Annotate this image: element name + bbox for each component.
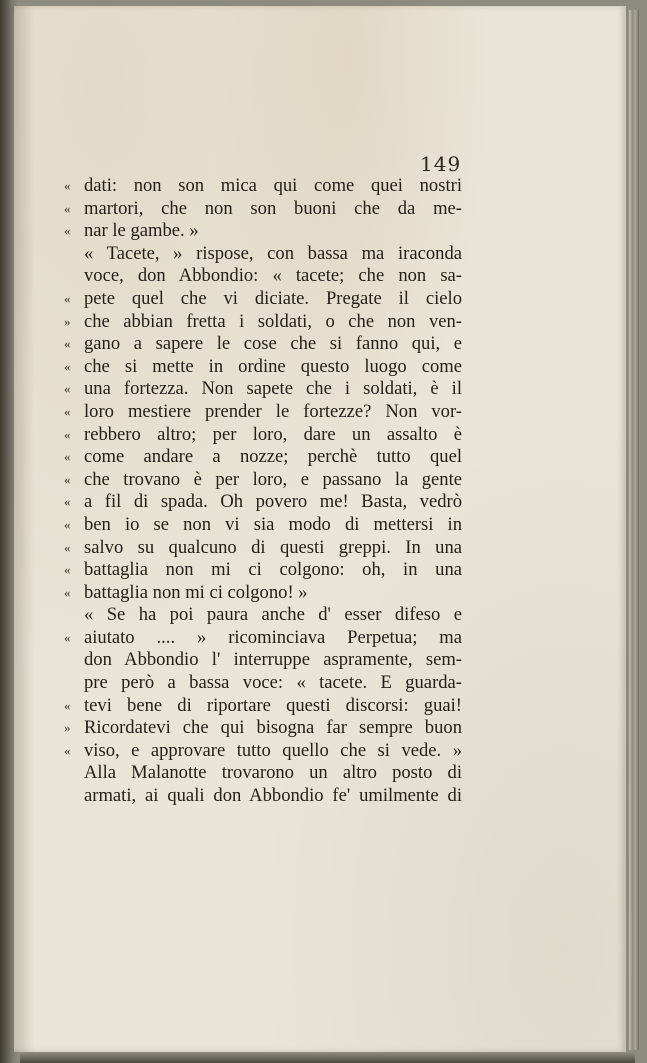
line-text: nar le gambe. »: [84, 220, 199, 242]
text-line: [64, 198, 462, 221]
text-line: [64, 356, 462, 379]
quote-mark: »: [64, 720, 71, 736]
text-line: [64, 401, 462, 424]
text-line: [64, 604, 462, 627]
text-line: [64, 740, 462, 763]
text-line: [64, 378, 462, 401]
text-line: [64, 559, 462, 582]
text-line: [64, 785, 462, 808]
quote-mark: [64, 785, 84, 808]
text-line: [64, 537, 462, 560]
quote-mark: «: [64, 178, 71, 193]
quote-mark: «: [64, 200, 71, 216]
line-text: Alla Malanotte trovarono un altro posto di: [84, 762, 462, 784]
text-line: [64, 288, 462, 311]
quote-mark: «: [64, 290, 71, 306]
quote-mark: «: [64, 403, 71, 419]
quote-mark: «: [64, 629, 71, 645]
line-text: armati, ai quali don Abbondio fe' umilmente di: [84, 785, 462, 807]
line-text: rebbero altro; per loro, dare un assalto è: [84, 423, 462, 445]
text-line: [64, 582, 462, 605]
line-text: come andare a nozze; perchè tutto quel: [84, 446, 462, 468]
quote-mark: «: [64, 494, 71, 510]
line-text: loro mestiere prender le fortezze? Non vor-: [84, 400, 462, 422]
text-line: [64, 695, 462, 718]
quote-mark: «: [64, 426, 71, 442]
quote-mark: «: [64, 539, 71, 555]
quote-mark: «: [64, 516, 71, 532]
quote-mark: «: [64, 471, 71, 487]
line-text: gano a sapere le cose che si fanno qui, e: [84, 333, 462, 355]
text-line: [64, 424, 462, 447]
quote-mark: «: [64, 449, 71, 465]
line-text: che abbian fretta i soldati, o che non ven-: [84, 310, 462, 332]
quote-mark: [64, 649, 84, 672]
quote-mark: «: [64, 697, 71, 713]
text-line: [64, 649, 462, 672]
text-line: [64, 762, 462, 785]
quote-mark: [64, 762, 84, 785]
text-line: [64, 717, 462, 740]
text-line: [64, 265, 462, 288]
line-text: che si mette in ordine questo luogo come: [84, 355, 462, 377]
body-text: [64, 175, 462, 808]
line-text: viso, e approvare tutto quello che si vede. »: [84, 739, 462, 761]
quote-mark: «: [64, 336, 71, 352]
text-line: [64, 469, 462, 492]
line-text: aiutato .... » ricominciava Perpetua; ma: [84, 626, 462, 648]
quote-mark: [64, 672, 84, 695]
quote-mark: »: [64, 313, 71, 329]
text-line: [64, 514, 462, 537]
line-text: martori, che non son buoni che da me-: [84, 197, 462, 219]
quote-mark: «: [64, 584, 71, 600]
line-text: pete quel che vi diciate. Pregate il cielo: [84, 287, 462, 309]
page-stack-edge: [629, 10, 639, 1050]
line-text: battaglia non mi ci colgono! »: [84, 581, 308, 603]
line-text: « Se ha poi paura anche d' esser difeso e: [84, 604, 462, 626]
line-text: don Abbondio l' interruppe aspramente, sem-: [84, 649, 462, 671]
quote-mark: [64, 604, 84, 627]
quote-mark: «: [64, 223, 71, 239]
line-text: battaglia non mi ci colgono: oh, in una: [84, 559, 462, 581]
line-text: pre però a bassa voce: « tacete. E guarda-: [84, 672, 462, 694]
line-text: una fortezza. Non sapete che i soldati, è il: [84, 378, 462, 400]
line-text: ben io se non vi sia modo di mettersi in: [84, 513, 462, 535]
text-line: [64, 627, 462, 650]
quote-mark: «: [64, 358, 71, 374]
line-text: voce, don Abbondio: « tacete; che non sa-: [84, 265, 462, 287]
line-text: a fil di spada. Oh povero me! Basta, vedrò: [84, 491, 462, 513]
text-line: [64, 446, 462, 469]
text-line: [64, 311, 462, 334]
quote-mark: [64, 243, 84, 266]
line-text: tevi bene di riportare questi discorsi: guai!: [84, 694, 462, 716]
page-number: 149: [420, 152, 462, 176]
quote-mark: «: [64, 562, 71, 578]
text-line: [64, 175, 462, 198]
quote-mark: «: [64, 742, 71, 758]
line-text: salvo su qualcuno di questi greppi. In una: [84, 536, 462, 558]
text-line: [64, 672, 462, 695]
text-line: [64, 333, 462, 356]
page-bottom-edge: [20, 1053, 635, 1063]
quote-mark: «: [64, 381, 71, 397]
text-line: [64, 491, 462, 514]
text-line: [64, 243, 462, 266]
quote-mark: [64, 265, 84, 288]
text-line: [64, 220, 462, 243]
line-text: che trovano è per loro, e passano la gente: [84, 468, 462, 490]
line-text: dati: non son mica qui come quei nostri: [84, 175, 462, 196]
line-text: Ricordatevi che qui bisogna far sempre buon: [84, 717, 462, 739]
line-text: « Tacete, » rispose, con bassa ma iraconda: [84, 242, 462, 264]
